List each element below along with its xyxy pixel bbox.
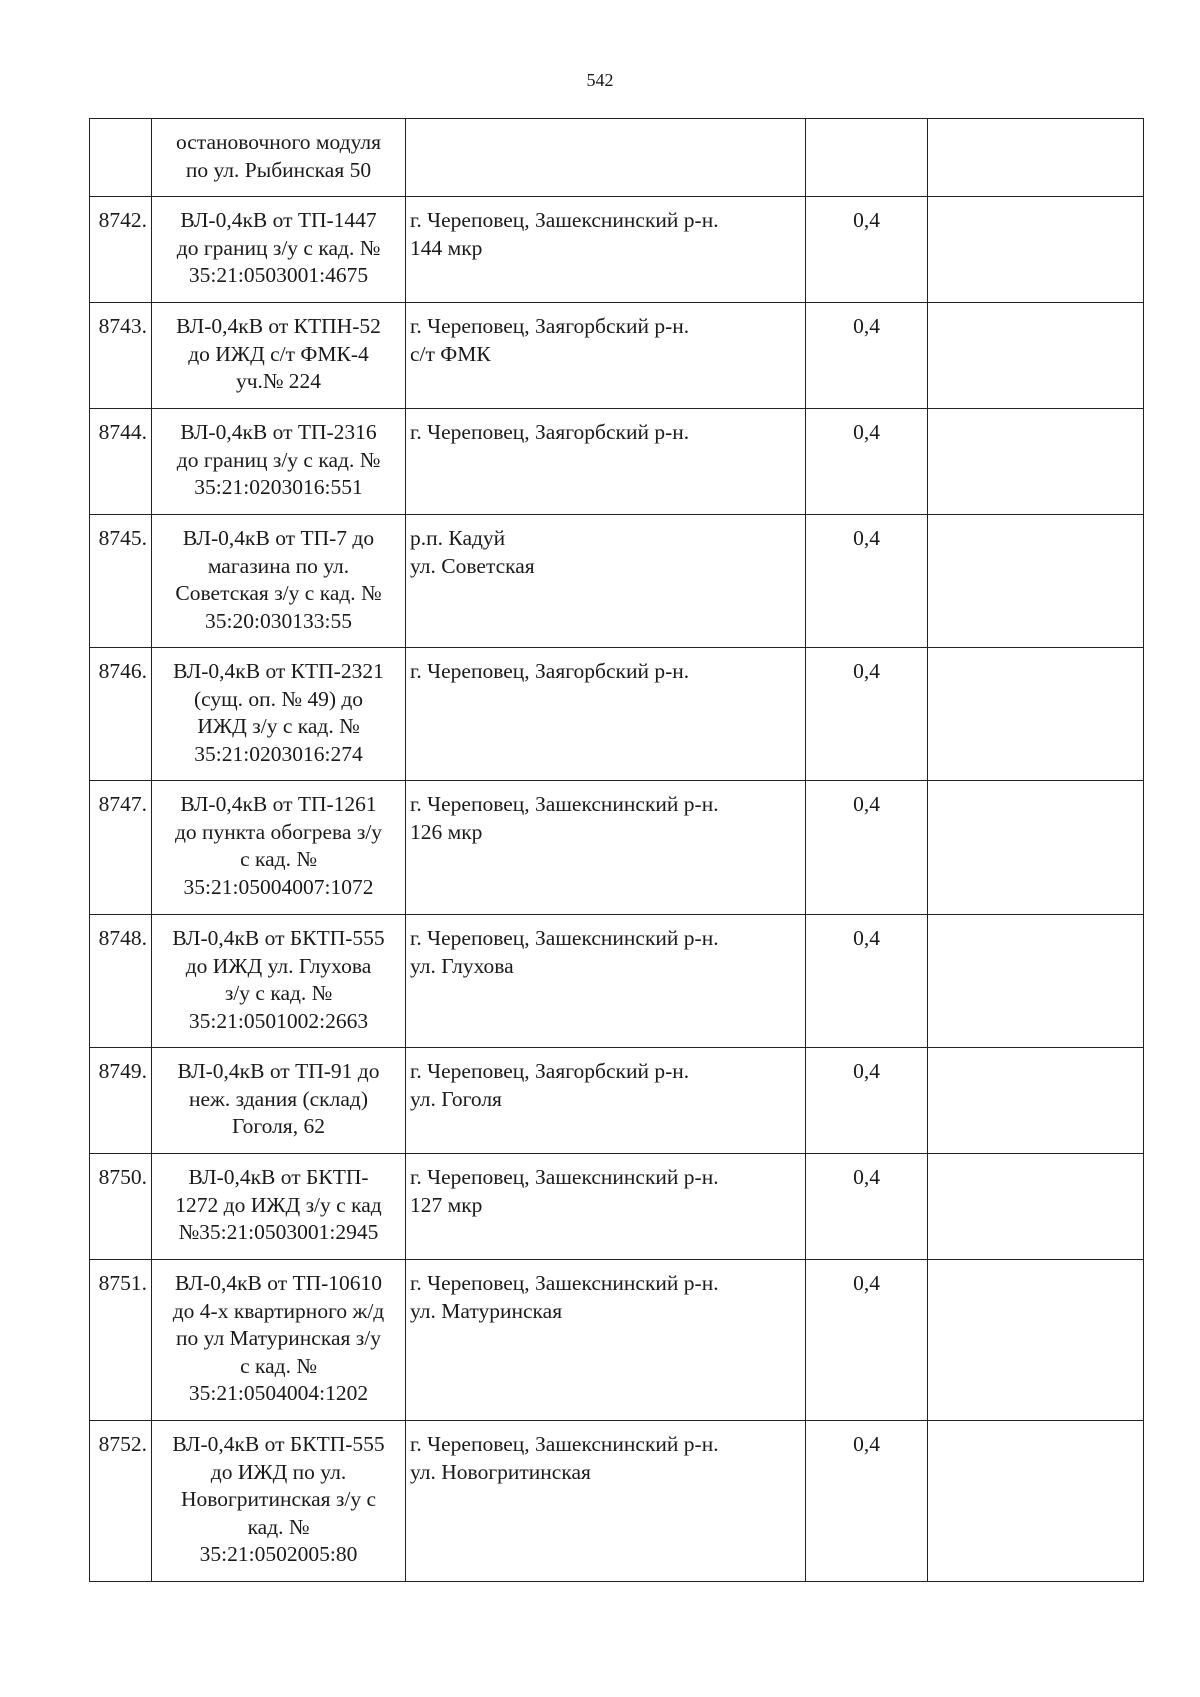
- object-name-line: 35:21:0503001:4675: [188, 263, 369, 287]
- address-line: 126 мкр: [410, 819, 483, 844]
- address-line: г. Череповец, Зашекснинский р-н.: [410, 1432, 719, 1456]
- object-name-line: 35:21:0501002:2663: [188, 1008, 369, 1033]
- table-row: [90, 1048, 1144, 1154]
- empty-cell: [928, 119, 1144, 197]
- registry-table-body: [90, 119, 1144, 1582]
- empty-cell: [928, 781, 1144, 915]
- table-row: [90, 197, 1144, 303]
- table-row: [90, 648, 1144, 781]
- voltage-cell: 0,4: [806, 781, 928, 915]
- object-name-cell: [152, 303, 406, 409]
- object-name-line: 35:21:0203016:551: [194, 475, 363, 499]
- address-line: г. Череповец, Зашекснинский р-н.: [410, 208, 719, 232]
- voltage-cell: 0,4: [806, 303, 928, 409]
- object-name-line: кад. №: [247, 1514, 310, 1539]
- object-name-line: неж. здания (склад): [188, 1086, 369, 1111]
- row-number: 8750.: [90, 1154, 152, 1260]
- address-cell: [406, 781, 806, 915]
- object-name-line: ВЛ-0,4кВ от ТП-10610: [174, 1271, 383, 1295]
- empty-cell: [928, 1048, 1144, 1154]
- table-row: [90, 409, 1144, 515]
- object-name-line: Советская з/у с кад. №: [175, 581, 382, 605]
- address-cell: [406, 409, 806, 515]
- object-name-cell: [152, 1260, 406, 1421]
- address-line: г. Череповец, Зашекснинский р-н.: [410, 1165, 719, 1189]
- voltage-cell: 0,4: [806, 915, 928, 1048]
- table-row: [90, 1260, 1144, 1421]
- object-name-line: з/у с кад. №: [224, 981, 333, 1005]
- voltage-cell: 0,4: [806, 1260, 928, 1421]
- empty-cell: [928, 915, 1144, 1048]
- voltage-cell: 0,4: [806, 1421, 928, 1582]
- row-number: 8743.: [90, 303, 152, 409]
- address-line: г. Череповец, Зашекснинский р-н.: [410, 926, 719, 950]
- address-line: ул. Глухова: [410, 953, 514, 978]
- object-name-cell: [152, 781, 406, 915]
- empty-cell: [928, 648, 1144, 781]
- address-cell: [406, 119, 806, 197]
- address-line: г. Череповец, Заягорбский р-н.: [410, 314, 690, 338]
- page-number: 542: [586, 70, 614, 90]
- row-number: 8745.: [90, 515, 152, 648]
- object-name-line: уч.№ 224: [235, 369, 322, 393]
- object-name-line: с кад. №: [240, 1353, 317, 1378]
- address-line: г. Череповец, Заягорбский р-н.: [410, 420, 690, 444]
- row-number: 8751.: [90, 1260, 152, 1421]
- address-line: 144 мкр: [410, 235, 483, 260]
- object-name-line: ВЛ-0,4кВ от ТП-1261: [180, 792, 377, 816]
- address-cell: [406, 1154, 806, 1260]
- object-name-line: с кад. №: [240, 847, 317, 871]
- address-cell: [406, 648, 806, 781]
- object-name-line: до 4-х квартирного ж/д: [172, 1298, 385, 1323]
- address-cell: [406, 1260, 806, 1421]
- table-row: [90, 1154, 1144, 1260]
- object-name-line: 35:21:05004007:1072: [183, 874, 374, 899]
- object-name-line: (сущ. оп. № 49) до: [193, 686, 364, 711]
- row-number: 8746.: [90, 648, 152, 781]
- empty-cell: [928, 515, 1144, 648]
- address-line: 127 мкр: [410, 1192, 483, 1217]
- address-cell: [406, 1421, 806, 1582]
- object-name-line: Гоголя, 62: [232, 1114, 325, 1138]
- object-name-cell: [152, 1048, 406, 1154]
- voltage-cell: 0,4: [806, 1154, 928, 1260]
- row-number: 8742.: [90, 197, 152, 303]
- object-name-line: 35:21:0203016:274: [194, 741, 363, 766]
- object-name-line: до ИЖД ул. Глухова: [185, 953, 372, 978]
- object-name-line: ВЛ-0,4кВ от ТП-2316: [180, 420, 377, 444]
- object-name-line: ВЛ-0,4кВ от БКТП-555: [172, 1432, 385, 1456]
- table-row: [90, 515, 1144, 648]
- object-name-line: ВЛ-0,4кВ от БКТП-: [188, 1165, 369, 1189]
- object-name-cell: [152, 1421, 406, 1582]
- address-cell: [406, 197, 806, 303]
- object-name-line: остановочного модуля: [175, 130, 382, 154]
- address-line: г. Череповец, Зашекснинский р-н.: [410, 792, 719, 816]
- empty-cell: [928, 409, 1144, 515]
- object-name-line: до ИЖД с/т ФМК-4: [188, 341, 369, 366]
- address-cell: [406, 915, 806, 1048]
- table-row: [90, 915, 1144, 1048]
- empty-cell: [928, 1421, 1144, 1582]
- address-line: ул. Советская: [410, 553, 535, 578]
- object-name-line: до границ з/у с кад. №: [176, 235, 381, 260]
- empty-cell: [928, 197, 1144, 303]
- address-cell: [406, 515, 806, 648]
- registry-table: [89, 118, 1144, 1582]
- object-name-line: по ул Матуринская з/у: [176, 1326, 381, 1350]
- row-number: 8744.: [90, 409, 152, 515]
- row-number: [90, 119, 152, 197]
- object-name-line: ВЛ-0,4кВ от ТП-7 до: [182, 526, 375, 550]
- object-name-cell: [152, 915, 406, 1048]
- object-name-line: по ул. Рыбинская 50: [185, 157, 372, 182]
- address-line: ул. Матуринская: [410, 1298, 563, 1323]
- object-name-cell: [152, 119, 406, 197]
- address-line: ул. Гоголя: [410, 1086, 502, 1111]
- voltage-cell: 0,4: [806, 1048, 928, 1154]
- address-line: г. Череповец, Зашекснинский р-н.: [410, 1271, 719, 1295]
- object-name-line: 35:21:0504004:1202: [188, 1381, 369, 1405]
- object-name-line: ВЛ-0,4кВ от БКТП-555: [172, 926, 385, 950]
- address-line: г. Череповец, Заягорбский р-н.: [410, 659, 690, 683]
- address-line: р.п. Кадуй: [410, 526, 506, 550]
- object-name-cell: [152, 515, 406, 648]
- object-name-line: ВЛ-0,4кВ от КТПН-52: [176, 314, 381, 338]
- object-name-line: 35:21:0502005:80: [199, 1542, 358, 1566]
- object-name-line: ВЛ-0,4кВ от КТП-2321: [173, 659, 384, 683]
- object-name-line: 1272 до ИЖД з/у с кад: [175, 1192, 382, 1217]
- object-name-line: 35:20:030133:55: [205, 608, 352, 633]
- voltage-cell: 0,4: [806, 648, 928, 781]
- voltage-cell: 0,4: [806, 197, 928, 303]
- object-name-line: ВЛ-0,4кВ от ТП-1447: [180, 208, 377, 232]
- empty-cell: [928, 303, 1144, 409]
- voltage-cell: 0,4: [806, 515, 928, 648]
- address-cell: [406, 1048, 806, 1154]
- object-name-cell: [152, 648, 406, 781]
- object-name-cell: [152, 409, 406, 515]
- object-name-line: до ИЖД по ул.: [210, 1459, 347, 1484]
- empty-cell: [928, 1260, 1144, 1421]
- voltage-cell: [806, 119, 928, 197]
- table-row: [90, 303, 1144, 409]
- table-row: [90, 781, 1144, 915]
- address-line: с/т ФМК: [410, 341, 491, 366]
- row-number: 8747.: [90, 781, 152, 915]
- object-name-line: ИЖД з/у с кад. №: [197, 714, 360, 738]
- address-line: ул. Новогритинская: [410, 1459, 591, 1484]
- row-number: 8752.: [90, 1421, 152, 1582]
- row-number: 8749.: [90, 1048, 152, 1154]
- row-number: 8748.: [90, 915, 152, 1048]
- object-name-line: магазина по ул.: [207, 553, 350, 578]
- object-name-cell: [152, 197, 406, 303]
- voltage-cell: 0,4: [806, 409, 928, 515]
- object-name-line: Новогритинская з/у с: [180, 1487, 377, 1511]
- object-name-line: №35:21:0503001:2945: [178, 1220, 379, 1244]
- table-row: [90, 119, 1144, 197]
- object-name-line: до границ з/у с кад. №: [176, 447, 381, 472]
- address-line: г. Череповец, Заягорбский р-н.: [410, 1059, 690, 1083]
- object-name-line: до пункта обогрева з/у: [174, 819, 383, 844]
- table-row: [90, 1421, 1144, 1582]
- address-cell: [406, 303, 806, 409]
- object-name-line: ВЛ-0,4кВ от ТП-91 до: [177, 1059, 380, 1083]
- object-name-cell: [152, 1154, 406, 1260]
- empty-cell: [928, 1154, 1144, 1260]
